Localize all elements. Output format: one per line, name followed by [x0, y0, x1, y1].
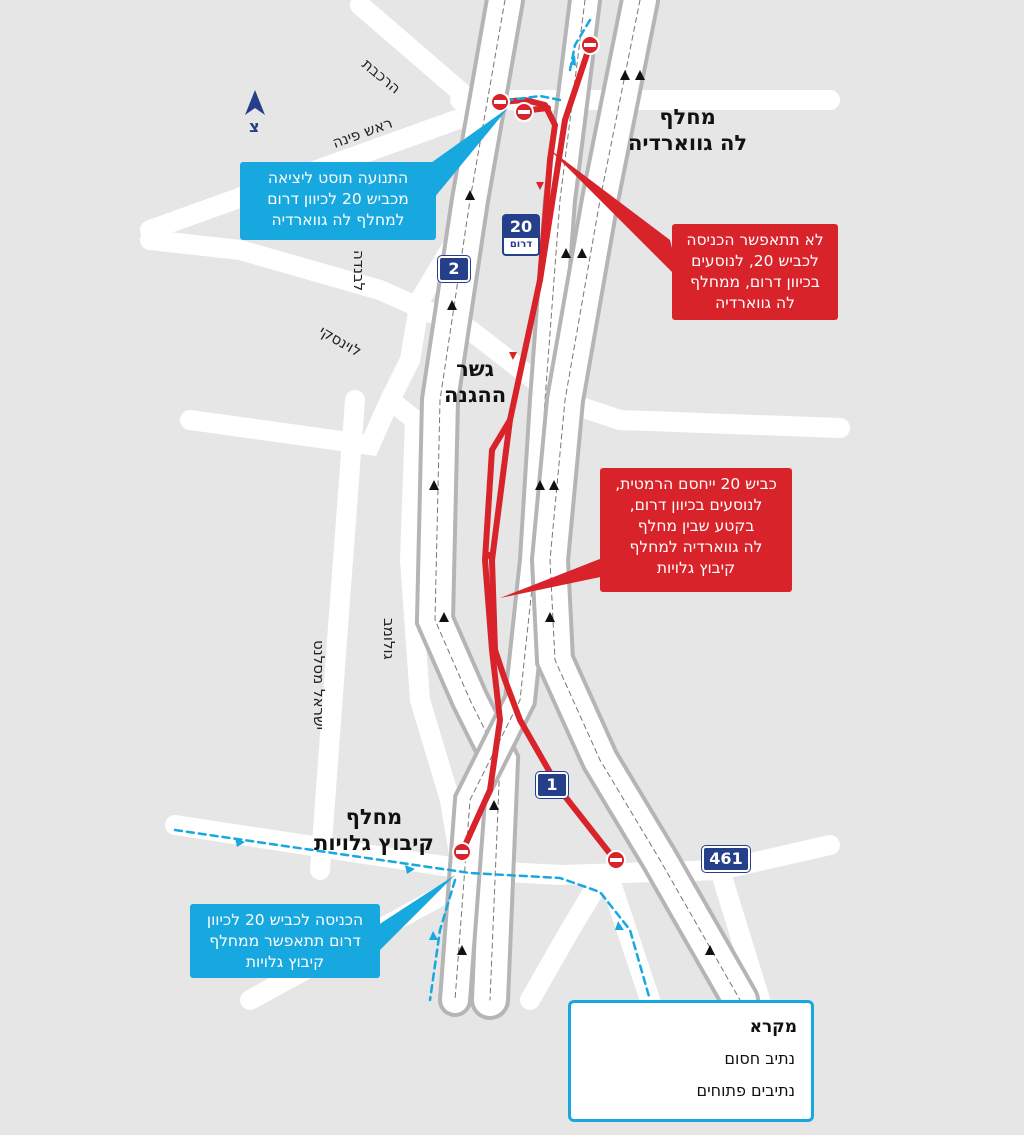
street-label-levinsky: לוינסקי	[316, 322, 365, 361]
note-exit-added: התנועה תוסט ליציאה מכביש 20 לכיוון דרום למחלף לה גווארדיה	[240, 162, 436, 240]
junction-kibbutz-galuyot: מחלף קיבוץ גלויות	[314, 805, 434, 855]
street-label-levanda: לבנדה	[350, 250, 368, 292]
street-label-golomb: גולומב	[380, 618, 398, 660]
route-1-shield: 1	[536, 772, 568, 798]
no-entry-icon	[581, 36, 599, 54]
north-letter: צ	[249, 117, 260, 136]
no-entry-icon	[491, 93, 509, 111]
no-entry-icon	[453, 843, 471, 861]
note-entry-kibbutz-galuyot: הכניסה לכביש 20 לכיוון דרום תתאפשר ממחלף קיבוץ גלויות	[190, 904, 380, 978]
no-entry-icon	[607, 851, 625, 869]
street-label-rakevet: הרכבת	[358, 55, 405, 98]
legend-closed-lane: נתיב חסום	[724, 1049, 795, 1068]
note-closure-section: כביש 20 ייחסם הרמטית, לנוסעים בכיוון דרום, בקטע שבין מחלף לה גווארדיה למחלף קיבוץ גלויות	[600, 468, 792, 592]
route-20-number: 20	[504, 216, 538, 238]
street-label-rosh-pina: ראש פינה	[330, 113, 395, 152]
no-entry-icon	[515, 103, 533, 121]
route-461-shield: 461	[702, 846, 750, 872]
legend-open-lanes: נתיבים פתוחים	[696, 1081, 795, 1100]
route-20-shield	[502, 214, 540, 256]
legend	[568, 1000, 814, 1122]
route-20-direction: דרום	[509, 239, 533, 250]
junction-hahagana: גשר ההגנה	[444, 357, 507, 407]
route-2-shield: 2	[438, 256, 470, 282]
junction-la-guardia: מחלף לה גווארדיה	[628, 105, 748, 155]
note-no-entry-la-guardia: לא תתאפשר הכניסה לכביש 20, לנוסעים בכיוון דרום, ממחלף לה גווארדיה	[672, 224, 838, 320]
street-label-israel-masalant: ישראל מסלנט	[310, 640, 328, 730]
legend-title: מקרא	[749, 1017, 797, 1037]
